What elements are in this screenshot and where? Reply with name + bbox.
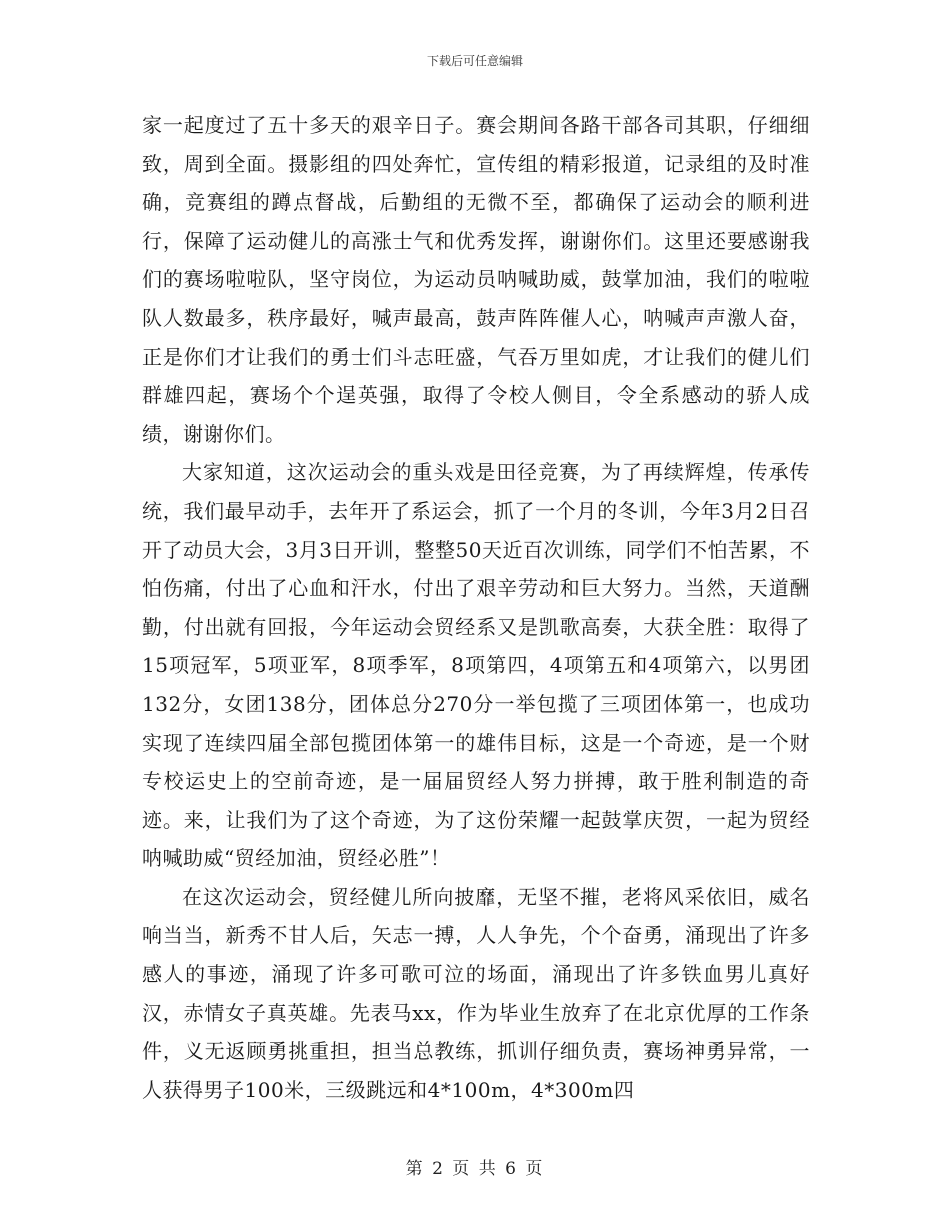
page-number-footer: 第 2 页 共 6 页 bbox=[405, 1159, 545, 1179]
paragraph-athletes: 在这次运动会，贸经健儿所向披靡，无坚不摧，老将风采依旧，威名响当当，新秀不甘人后，矢志一搏，人人争先，个个奋勇，涌现出了许多感人的事迹，涌现了许多可歌可泣的场面，涌现出了许多铁血男儿真好汉，赤情女子真英雄。先表马xx，作为毕业生放弃了在北京优厚的工作条件，义无返顾勇挑重担，担当总教练，抓训仔细负责，赛场神勇异常，一人获得男子100米，三级跳远和4*100m，4*300m四 bbox=[142, 884, 810, 1102]
document-body bbox=[142, 106, 810, 1109]
page-header: 下载后可任意编辑 bbox=[426, 54, 523, 68]
paragraph-track-and-field: 大家知道，这次运动会的重头戏是田径竞赛，为了再续辉煌，传承传统，我们最早动手，去年开了系运会，抓了一个月的冬训，今年3月2日召开了动员大会，3月3日开训，整整50天近百次训练，同学们不怕苦累，不怕伤痛，付出了心血和汗水，付出了艰辛劳动和巨大努力。当然，天道酬勤，付出就有回报，今年运动会贸经系又是凯歌高奏，大获全胜：取得了15项冠军，5项亚军，8项季军，8项第四，4项第五和4项第六，以男团132分，女团138分，团体总分270分一举包揽了三项团体第一，也成功实现了连续四届全部包揽团体第一的雄伟目标，这是一个奇迹，是一个财专校运史上的空前奇迹，是一届届贸经人努力拼搏，敢于胜利制造的奇迹。来，让我们为了这个奇迹，为了这份荣耀一起鼓掌庆贺，一起为贸经呐喊助威“贸经加油，贸经必胜”！ bbox=[142, 460, 810, 871]
paragraph-continued: 家一起度过了五十多天的艰辛日子。赛会期间各路干部各司其职，仔细细致，周到全面。摄影组的四处奔忙，宣传组的精彩报道，记录组的及时准确，竞赛组的蹲点督战，后勤组的无微不至，都确保了运动会的顺利进行，保障了运动健儿的高涨士气和优秀发挥，谢谢你们。这里还要感谢我们的赛场啦啦队，坚守岗位，为运动员呐喊助威，鼓掌加油，我们的啦啦队人数最多，秩序最好，喊声最高，鼓声阵阵催人心，呐喊声声激人奋，正是你们才让我们的勇士们斗志旺盛，气吞万里如虎，才让我们的健儿们群雄四起，赛场个个逞英强，取得了令校人侧目，令全系感动的骄人成绩，谢谢你们。 bbox=[142, 113, 810, 446]
